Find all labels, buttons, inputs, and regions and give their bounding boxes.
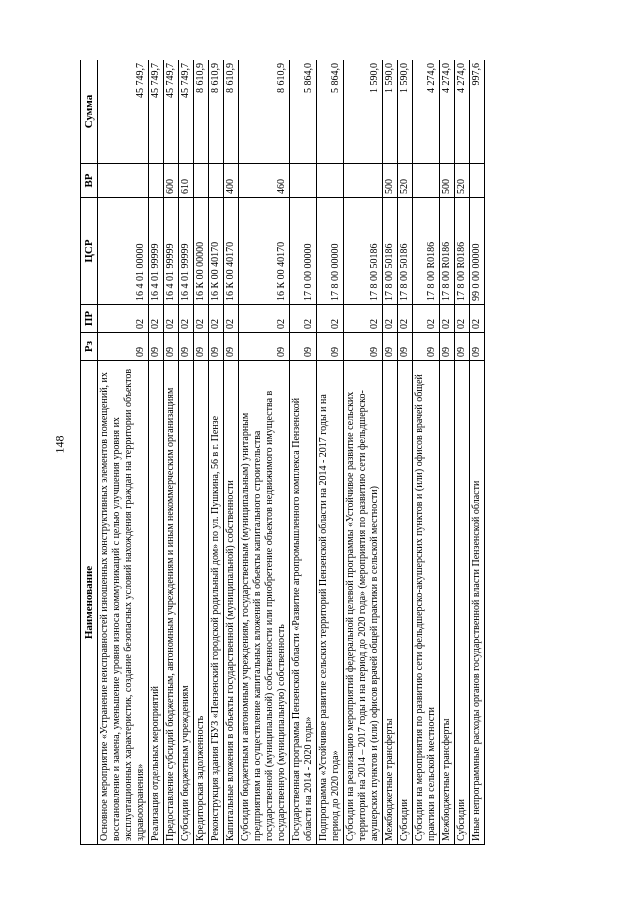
row-name: Кредиторская задолженность <box>194 361 209 845</box>
row-vr <box>317 164 344 198</box>
row-csr: 16 4 01 99999 <box>164 198 179 305</box>
table-row <box>317 60 344 845</box>
header-rz: Рз <box>81 333 98 361</box>
row-vr: 610 <box>179 164 194 198</box>
row-vr: 520 <box>398 164 413 198</box>
table-body <box>98 60 485 845</box>
row-sum: 997,6 <box>470 60 485 164</box>
table-row <box>398 60 413 845</box>
row-csr: 16 4 01 99999 <box>149 198 164 305</box>
row-rz: 09 <box>194 333 209 361</box>
row-sum: 8 610,9 <box>209 60 224 164</box>
row-csr: 16 К 00 40170 <box>209 198 224 305</box>
row-rz: 09 <box>179 333 194 361</box>
page-number: 148 <box>52 435 67 454</box>
row-name: Подпрограмма «Устойчивое развитие сельских территорий Пензенской области на 2014 - 2017 годы и на период до 2020 года» <box>317 361 344 845</box>
row-rz: 09 <box>317 333 344 361</box>
row-csr: 17 8 00 50186 <box>383 198 398 305</box>
row-csr: 17 8 00 50186 <box>344 198 383 305</box>
row-vr: 400 <box>224 164 239 198</box>
row-sum: 1 590,0 <box>398 60 413 164</box>
row-name: Капитальные вложения в объекты государственной (муниципальной) собственности <box>224 361 239 845</box>
row-name: Субсидии бюджетным учреждениям <box>179 361 194 845</box>
row-pr: 02 <box>470 305 485 333</box>
row-name: Реконструкция здания ГБУЗ «Пензенский городской родильный дом» по ул. Пушкина, 56 в г. Пензе <box>209 361 224 845</box>
row-pr: 02 <box>209 305 224 333</box>
row-sum: 8 610,9 <box>239 60 290 164</box>
row-rz: 09 <box>224 333 239 361</box>
row-csr: 17 8 00 00000 <box>317 198 344 305</box>
row-rz: 09 <box>239 333 290 361</box>
table-row <box>455 60 470 845</box>
header-pr: ПР <box>81 305 98 333</box>
row-pr: 02 <box>290 305 317 333</box>
row-pr: 02 <box>194 305 209 333</box>
row-pr: 02 <box>413 305 440 333</box>
row-rz: 09 <box>455 333 470 361</box>
row-pr: 02 <box>317 305 344 333</box>
row-vr: 500 <box>383 164 398 198</box>
row-sum: 5 864,0 <box>290 60 317 164</box>
row-name: Субсидии на мероприятия по развитию сети фельдшерско-акушерских пунктов и (или) офисов врачей общей практики в сельской местности <box>413 361 440 845</box>
row-name: Государственная программа Пензенской области «Развитие агропромышленного комплекса Пензенской области на 2014 - 2020 годы» <box>290 361 317 845</box>
table-row <box>470 60 485 845</box>
row-pr: 02 <box>224 305 239 333</box>
row-sum: 45 749,7 <box>149 60 164 164</box>
row-name: Реализация отдельных мероприятий <box>149 361 164 845</box>
row-sum: 45 749,7 <box>179 60 194 164</box>
row-rz: 09 <box>164 333 179 361</box>
row-vr <box>470 164 485 198</box>
row-pr: 02 <box>239 305 290 333</box>
row-name: Иные непрограммные расходы органов государственной власти Пензенской области <box>470 361 485 845</box>
row-rz: 09 <box>383 333 398 361</box>
rotated-page-content <box>80 60 570 845</box>
row-csr: 17 8 00 R0186 <box>455 198 470 305</box>
budget-table-container <box>80 60 570 845</box>
row-sum: 45 749,7 <box>164 60 179 164</box>
row-name: Субсидии <box>455 361 470 845</box>
row-rz: 09 <box>470 333 485 361</box>
table-row <box>224 60 239 845</box>
row-sum: 5 864,0 <box>317 60 344 164</box>
row-vr <box>413 164 440 198</box>
row-name: Основное мероприятие «Устранение неисправностей изношенных конструктивных элементов помещений, их восстановление и замена, уменьшение уровня износа коммуникаций с целью улучшения уровня их эксплуатационных характеристик, создание безопасных условий нахождения граждан на территории объектов здравоохранения» <box>98 361 149 845</box>
row-vr <box>149 164 164 198</box>
row-rz: 09 <box>344 333 383 361</box>
row-name: Субсидии <box>398 361 413 845</box>
row-sum: 4 274,0 <box>413 60 440 164</box>
row-vr: 500 <box>440 164 455 198</box>
table-row <box>179 60 194 845</box>
row-vr <box>209 164 224 198</box>
table-row <box>149 60 164 845</box>
row-csr: 17 0 00 00000 <box>290 198 317 305</box>
row-vr <box>98 164 149 198</box>
table-row <box>413 60 440 845</box>
row-sum: 1 590,0 <box>344 60 383 164</box>
row-name: Субсидии на реализацию мероприятий федеральной целевой программы «Устойчивое развитие сельских территорий на 2014 – 2017 годы и на период до 2020 года» (мероприятия по развитию сети фельдшерско-акушерских пунктов и (или) офисов врачей общей практики в сельской местности) <box>344 361 383 845</box>
table-row <box>209 60 224 845</box>
header-name: Наименование <box>81 361 98 845</box>
row-name: Предоставление субсидий бюджетным, автономным учреждениям и иным некоммерческим организациям <box>164 361 179 845</box>
row-csr: 17 8 00 R0186 <box>440 198 455 305</box>
row-csr: 17 8 00 50186 <box>398 198 413 305</box>
table-row <box>383 60 398 845</box>
row-vr <box>290 164 317 198</box>
header-csr: ЦСР <box>81 198 98 305</box>
row-vr <box>344 164 383 198</box>
row-sum: 8 610,9 <box>224 60 239 164</box>
header-sum: Сумма <box>81 60 98 164</box>
row-rz: 09 <box>98 333 149 361</box>
table-row <box>344 60 383 845</box>
row-sum: 4 274,0 <box>440 60 455 164</box>
row-sum: 1 590,0 <box>383 60 398 164</box>
row-rz: 09 <box>440 333 455 361</box>
row-sum: 8 610,9 <box>194 60 209 164</box>
row-pr: 02 <box>440 305 455 333</box>
row-vr: 520 <box>455 164 470 198</box>
row-csr: 16 4 01 00000 <box>98 198 149 305</box>
row-csr: 16 4 01 99999 <box>179 198 194 305</box>
row-name: Межбюджетные трансферты <box>383 361 398 845</box>
table-header-row <box>81 60 98 845</box>
row-csr: 16 К 00 00000 <box>194 198 209 305</box>
row-name: Субсидии бюджетным и автономным учреждениям, государственным (муниципальным) унитарным предприятиям на осуществление капитальных вложений в объекты капитального строительства государственной (муниципальной) собственности или приобретение объектов недвижимого имущества в государственную (муниципальную) собственность <box>239 361 290 845</box>
row-sum: 45 749,7 <box>98 60 149 164</box>
row-vr: 460 <box>239 164 290 198</box>
row-rz: 09 <box>209 333 224 361</box>
header-vr: ВР <box>81 164 98 198</box>
row-pr: 02 <box>149 305 164 333</box>
table-row <box>194 60 209 845</box>
table-row <box>98 60 149 845</box>
row-csr: 17 8 00 R0186 <box>413 198 440 305</box>
table-row <box>290 60 317 845</box>
row-csr: 16 К 00 40170 <box>224 198 239 305</box>
row-pr: 02 <box>179 305 194 333</box>
row-pr: 02 <box>383 305 398 333</box>
row-name: Межбюджетные трансферты <box>440 361 455 845</box>
row-pr: 02 <box>98 305 149 333</box>
row-sum: 4 274,0 <box>455 60 470 164</box>
budget-table <box>80 60 485 845</box>
row-pr: 02 <box>398 305 413 333</box>
row-rz: 09 <box>398 333 413 361</box>
row-vr <box>194 164 209 198</box>
row-pr: 02 <box>344 305 383 333</box>
table-row <box>239 60 290 845</box>
row-rz: 09 <box>290 333 317 361</box>
table-row <box>164 60 179 845</box>
row-csr: 16 К 00 40170 <box>239 198 290 305</box>
row-pr: 02 <box>455 305 470 333</box>
row-rz: 09 <box>149 333 164 361</box>
table-row <box>440 60 455 845</box>
row-pr: 02 <box>164 305 179 333</box>
row-rz: 09 <box>413 333 440 361</box>
row-csr: 99 0 00 00000 <box>470 198 485 305</box>
row-vr: 600 <box>164 164 179 198</box>
